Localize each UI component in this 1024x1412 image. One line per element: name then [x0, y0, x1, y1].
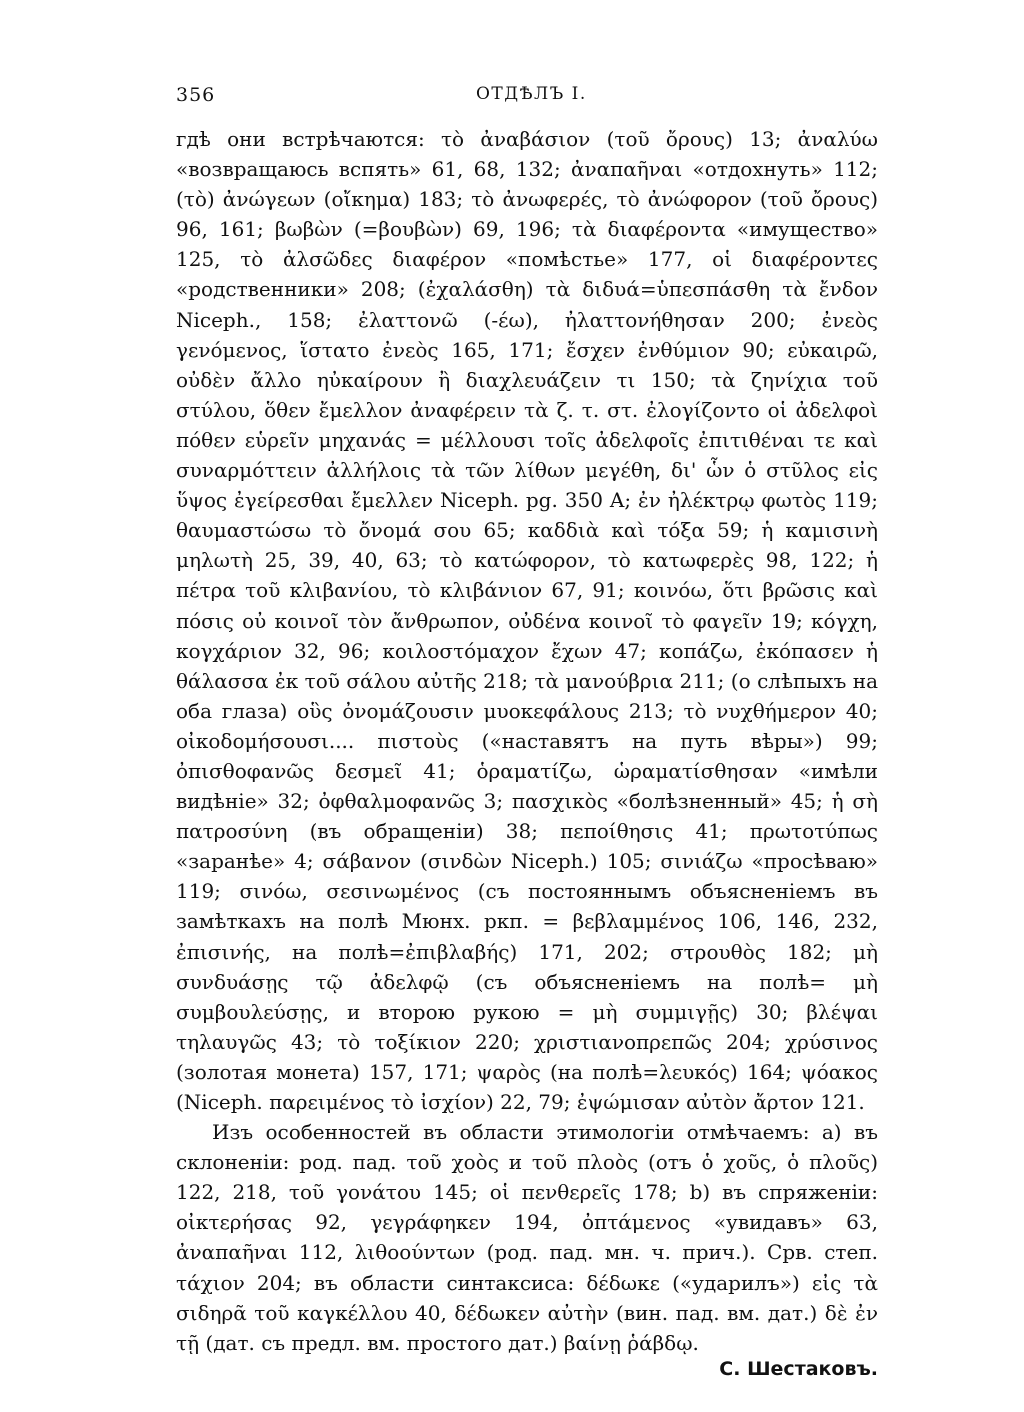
- paragraph-grammar: Изъ особенностей въ области этимологіи отмѣчаемъ: a) въ склоненіи: род. пад. τοῦ χοὸς и τοῦ πλοὸς (отъ ὁ χοῦς, ὁ πλοῦς) 122, 218, τοῦ γονάτου 145; οἱ πενθερεῖς 178; b) въ спряженіи: οἰκτερήσας 92, γεγράφηκεν 194, ὀπτάμενος «увидавъ» 63, ἀναπαῆναι 112, λιθοούντων (род. пад. мн. ч. прич.). Срв. степ. τάχιον 204; въ области синтаксиса: δέδωκε («ударилъ») εἰς τὰ σιδηρᾶ τοῦ καγκέλλου 40, δέδωκεν αὐτὴν (вин. пад. вм. дат.) δὲ ἐν τῇ (дат. съ предл. вм. простого дат.) βαίνῃ ῥάβδῳ.: [176, 1120, 878, 1355]
- running-head: ОТДѢЛЪ I.: [476, 84, 587, 104]
- signature-line: [176, 1358, 878, 1388]
- author-signature: С. Шестаковъ.: [719, 1357, 878, 1380]
- paragraph-glossary: гдѣ они встрѣчаются: τὸ ἀναβάσιον (τοῦ ὄρους) 13; ἀναλύω «возвращаюсь вспять» 61, 68, 132; ἀναπαῆναι «отдохнуть» 112; (τὸ) ἀνώγεων (οἴκημα) 183; τὸ ἀνωφερές, τὸ ἀνώφορον (τοῦ ὄρους) 96, 161; βωβὼν (=βουβὼν) 69, 196; τὰ διαφέροντα «имущество» 125, τὸ ἀλσῶδες διαφέρον «помѣстье» 177, οἱ διαφέροντες «родственники» 208; (ἐχαλάσθη) τὰ διδυά=ὑπεσπάσθη τὰ ἔνδον Niceph., 158; ἐλαττονῶ (-έω), ἠλαττονήθησαν 200; ἐνεὸς γενόμενος, ἵστατο ἐνεὸς 165, 171; ἔσχεν ἐνθύμιον 90; εὐκαιρῶ, οὐδὲν ἄλλο ηὐκαίρουν ἢ διαχλευάζειν τι 150; τὰ ζηνίχια τοῦ στύλου, ὅθεν ἔμελλον ἀναφέρειν τὰ ζ. τ. στ. ἐλογίζοντο οἱ ἀδελφοὶ πόθεν εὑρεῖν μηχανάς = μέλλουσι τοῖς ἀδελφοῖς ἐπιτιθέναι τε καὶ συναρμόττειν ἀλλήλοις τὰ τῶν λίθων μεγέθη, δι' ὧν ὁ στῦλος εἰς ὕψος ἐγείρεσθαι ἔμελλεν Niceph. pg. 350 A; ἐν ἠλέκτρῳ φωτὸς 119; θαυμαστώσω τὸ ὄνομά σου 65; καδδιὰ καὶ τόξα 59; ἡ καμισινὴ μηλωτὴ 25, 39, 40, 63; τὸ κατώφορον, τὸ κατωφερὲς 98, 122; ἡ πέτρα τοῦ κλιβανίου, τὸ κλιβάνιον 67, 91; κοινόω, ὅτι βρῶσις καὶ πόσις οὐ κοινοῖ τὸν ἄνθρωπον, οὐδένα κοινοῖ τὸ φαγεῖν 19; κόγχη, κογχάριον 32, 96; κοιλοστόμαχον ἔχων 47; κοπάζω, ἐκόπασεν ἡ θάλασσα ἐκ τοῦ σάλου αὐτῆς 218; τὰ μανούβρια 211; (о слѣпыхъ на оба глаза) οὓς ὀνομάζουσιν μυοκεφάλους 213; τὸ νυχθήμερον 40; οἰκοδομήσουσι.... πιστοὺς («наставятъ на путь вѣры») 99; ὀπισθοφανῶς δεσμεῖ 41; ὁραματίζω, ὡραματίσθησαν «имѣли видѣніе» 32; ὀφθαλμοφανῶς 3; πασχικὸς «болѣзненный» 45; ἡ σὴ πατροσύνη (въ обращеніи) 38; πεποίθησις 41; πρωτοτύπως «заранѣе» 4; σάβανον (σινδὼν Niceph.) 105; σινιάζω «просѣваю» 119; σινόω, σεσινωμένος (съ постояннымъ объясненіемъ въ замѣткахъ на полѣ Мюнх. ркп. = βεβλαμμένος 106, 146, 232, ἐπισινής, на полѣ=ἐπιβλαβής) 171, 202; στρουθὸς 182; μὴ συνδυάσῃς τῷ ἀδελφῷ (съ объясненіемъ на полѣ= μὴ συμβουλεύσῃς, и второю рукою = μὴ συμμιγῇς) 30; βλέψαι τηλαυγῶς 43; τὸ τοξίκιον 220; χριστιανοπρεπῶς 204; χρύσινος (золотая монета) 157, 171; ψαρὸς (на полѣ=λευκός) 164; ψόακος (Niceph. παρειμένος τὸ ἰσχίον) 22, 79; ἐψώμισαν αὐτὸν ἄρτον 121.: [176, 127, 878, 1114]
- page-number: 356: [176, 84, 216, 106]
- document-page: [176, 84, 878, 1388]
- page-header: [176, 84, 878, 124]
